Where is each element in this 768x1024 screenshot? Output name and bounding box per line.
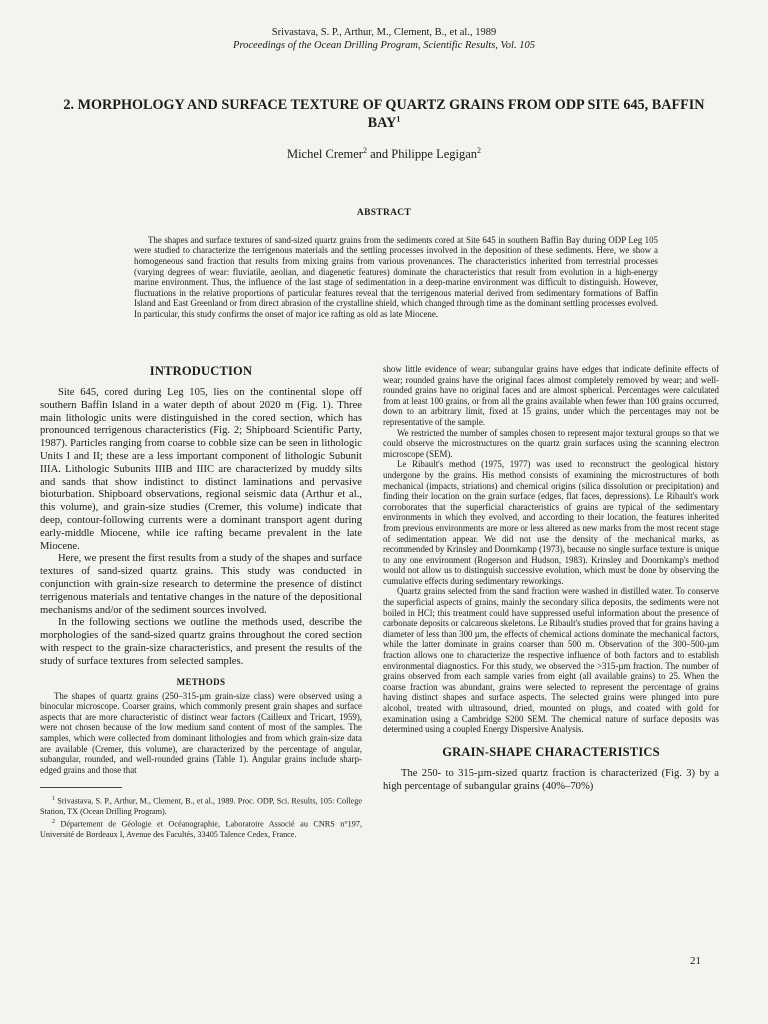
methods-continued-paragraph-2: We restricted the number of samples chosen to represent major textural groups so that we could observe the microstructures on the quartz grain surfaces using the scanning electron microscope (SEM). <box>383 427 719 459</box>
author-conjunction: and <box>366 147 392 161</box>
footnote-1-text: Srivastava, S. P., Arthur, M., Clement, B., et al., 1989. Proc. ODP, Sci. Results, 105: College Station, TX (Ocean Drilling Program). <box>40 797 362 817</box>
author-2: Philippe Legigan <box>391 147 478 161</box>
methods-continued-paragraph-1: show little evidence of wear; subangular grains have edges that indicate definite effects of wear; rounded grains have the original faces almost completely removed by wear; and well-rounded grains have no original faces and are almost spherical. Percentages were calculated from at least 100 grains, or from all the grains available when fewer than 100 grains occurred, down to an arbitrary limit, fixed at 15 grains, under which the percentages may not be representative of the sample. <box>383 364 719 427</box>
methods-heading: METHODS <box>176 676 226 687</box>
page-number: 21 <box>690 955 701 967</box>
abstract-heading: ABSTRACT <box>356 208 412 218</box>
right-column <box>383 364 719 793</box>
footnote-2 <box>40 817 362 840</box>
author-1: Michel Cremer <box>286 147 363 161</box>
methods-continued-paragraph-3: Le Ribault's method (1975, 1977) was used to reconstruct the geological history undergone by the grains. His method consists of examining the microstructures of both mechanical (impacts, striations) and chemical origins (silica dissolution or precipitation) and finding their location on the grain surface (edges, flat faces, depressions). Le Ribault's work corroborates that the superficial characteristics of grains are typical of the sedimentary environments in which they evolved, and according to their location, the features inherited from previous environments are more or less altered as new marks from the most recent stage of sedimentation appear. We did not use the density of the mechanical marks, as recommended by Krinsley and Doornkamp (1973), because no single surface texture is unique to any one environment (Rogerson and Hudson, 1983). Krinsley and Doornkamp's method would not allow us to distinguish successive evolution, which must be done by observing the cumulative effects during sedimentary reworkings. <box>383 459 719 586</box>
left-column <box>40 362 362 840</box>
introduction-heading: INTRODUCTION <box>149 364 253 378</box>
grain-shape-heading: GRAIN-SHAPE CHARACTERISTICS <box>442 744 660 759</box>
footnote-2-mark: 2 <box>52 819 55 826</box>
intro-paragraph-3: In the following sections we outline the methods used, describe the morphologies of the sand-sized quartz grains throughout the cored section with respect to the grain-size characteristics, and present the results of the study of surface textures from selected samples. <box>40 617 362 667</box>
intro-paragraph-2: Here, we present the first results from a study of the shapes and surface textures of sand-sized quartz grains. This study was conducted in conjunction with grain-size research to determine the presence of distinct terrigenous materials and tentative changes in the nature of the depositional mechanisms and/or of the sediment sources involved. <box>40 553 362 616</box>
abstract-text: The shapes and surface textures of sand-sized quartz grains from the sediments cored at Site 645 in southern Baffin Bay during ODP Leg 105 were studied to characterize the terrigenous materials and the settling processes involved in the deposition of these sediments. Here, we show a homogeneous sand fraction that results from mixing grains from various provenances. The characteristics inherited from terrestrial processes (varying degrees of wear: fluviatile, aeolian, and diagenetic features) dominate the characteristics that result from evolution in a high-energy marine environment. Thus, the influence of the last stage of sedimentation in a deep-marine environment was difficult to distinguish. However, fluctuations in the relative proportions of particular features reveal that the terrigenous material derived from sedimentary formations of Baffin Island and East Greenland or from direct abrasion of the crystalline shield, which changed through time as the dominant settling processes evolved. In particular, this study confirms the onset of major ice rafting as old as late Miocene. <box>134 234 658 320</box>
footnote-divider <box>40 787 122 788</box>
footnote-1-mark: 1 <box>52 796 55 803</box>
methods-paragraph: The shapes of quartz grains (250–315-µm grain-size class) were observed using a binocular microscope. Coarser grains, which commonly present grain shapes and surface aspects that are more characteristic of distinct wear factors (Cailleux and Tricart, 1959), were not chosen because of the low medium sand content of most of the samples. The samples, which were collected from dominant lithologies and from which grain-size data are available (Cremer, this volume), are characterized by the percentage of angular, subangular, rounded, and well-rounded grains (Table 1). Angular grains include sharp-edged grains and those that <box>40 690 362 775</box>
running-header <box>0 26 768 52</box>
author-1-mark: 2 <box>362 145 367 155</box>
author-2-mark: 2 <box>477 145 482 155</box>
author-list <box>0 147 768 162</box>
grain-shape-paragraph: The 250- to 315-µm-sized quartz fraction is characterized (Fig. 3) by a high percentage of subangular grains (40%–70%) <box>383 767 719 792</box>
citation-line: Srivastava, S. P., Arthur, M., Clement, B., et al., 1989 <box>271 27 497 38</box>
paper-title <box>60 96 708 132</box>
footnote-1 <box>40 794 362 817</box>
paper-title-text: 2. MORPHOLOGY AND SURFACE TEXTURE OF QUARTZ GRAINS FROM ODP SITE 645, BAFFIN BAY <box>63 97 705 131</box>
title-footnote-mark: 1 <box>396 114 401 124</box>
footnote-2-text: Département de Géologie et Océanographie, Laboratoire Associé au CNRS n°197, Université de Bordeaux I, Avenue des Facultés, 33405 Talence Cedex, France. <box>40 819 362 839</box>
journal-line: Proceedings of the Ocean Drilling Program, Scientific Results, Vol. 105 <box>233 40 535 51</box>
intro-paragraph-1: Site 645, cored during Leg 105, lies on the continental slope off southern Baffin Island in a water depth of about 2020 m (Fig. 1). Three main lithologic units were distinguished in the cored section, which has pronounced terrigenous characteristics (Fig. 2; Shipboard Scientific Party, 1987). Particles ranging from coarse to cobble size can be seen in lithologic Units I and II; these are a less important component of lithologic Subunit IIIA. Lithologic Subunits IIIB and IIIC are characterized by muddy silts and sands that show indistinct to distinct laminations and pervasive bioturbation. Shipboard observations, regional seismic data (Arthur et al., this volume), and grain-size studies (Cremer, this volume) indicate that deep, contour-following currents were a dominant transport agent during early-middle Miocene, while ice rafting became prevalent in the late Miocene. <box>40 387 362 552</box>
methods-continued-paragraph-4: Quartz grains selected from the sand fraction were washed in distilled water. To conserve the superficial aspects of grains, mainly the secondary silica deposits, the sediments were not boiled in HCl; this treatment could have suppressed useful information about the presence of carbonate deposits or calcareous skeletons. Le Ribault's studies proved that for grains having a diameter of less than 300 µm, the effects of chemical actions dominate the mechanical factors, while the latter dominate in grains coarser than 500 m. Observation of the 300–500-µm fraction allows one to characterize the respective influence of both factors and to establish environmental diagnostics. For this study, we observed the >315-µm fraction. The number of grains observed from each sample varies from eight (all available grains) to 25. When the coarse fraction was abundant, grains were selected to represent the percentage of grains having distinct shapes and surface aspects. The selected grains were plunged into pure alcohol, treated with ultrasound, dried, mounted on plugs, and coated with gold for examination using a Cambridge S200 SEM. The chemical nature of surface deposits was determined using a coupled Energy Dispersive Analysis. <box>383 586 719 735</box>
